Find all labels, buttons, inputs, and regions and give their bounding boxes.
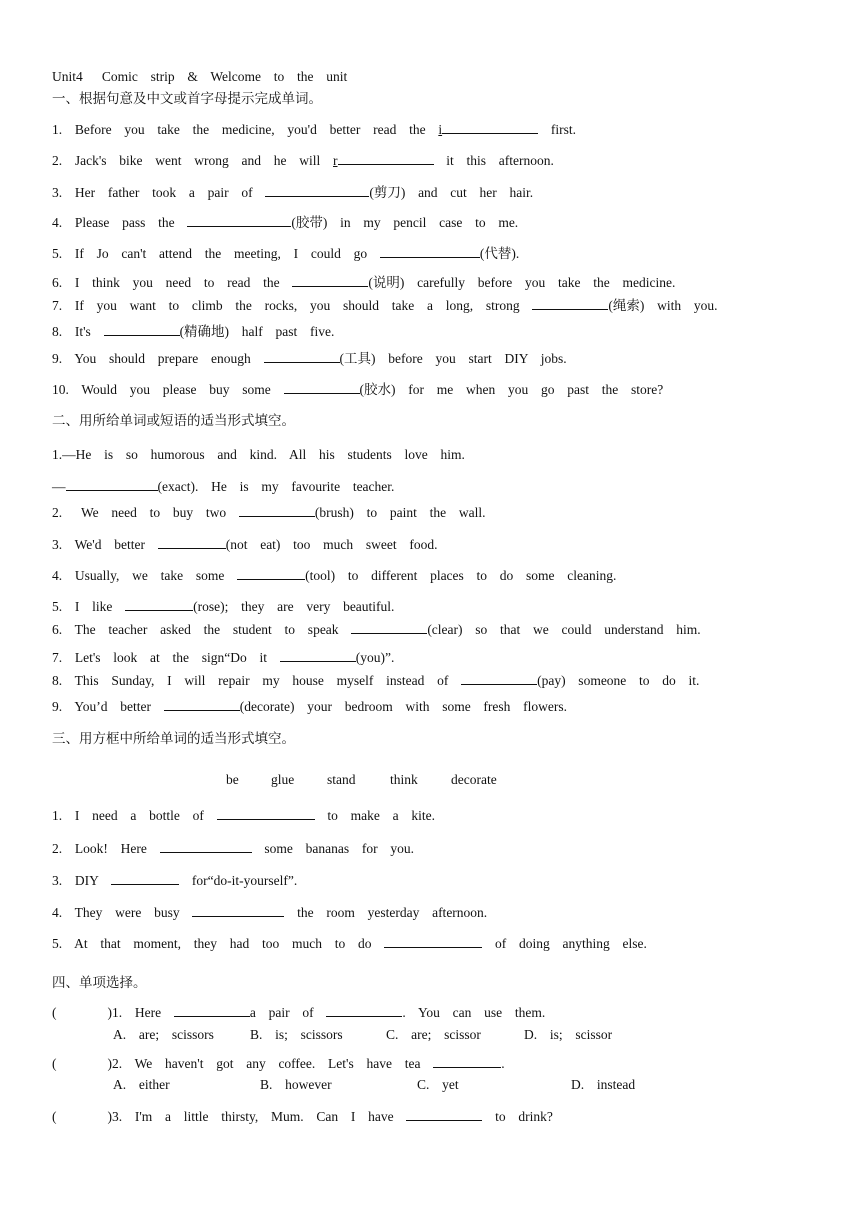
answer-blank[interactable] <box>406 1108 482 1121</box>
s2-question-1: 1.—He is so humorous and kind. All his students love him. <box>52 447 465 462</box>
s2-question-3: 3. We'd better (not eat) too much sweet food. <box>52 537 438 552</box>
answer-blank[interactable] <box>442 121 538 134</box>
s4-question-2: ( )2. We haven't got any coffee. Let's have tea . <box>52 1056 505 1071</box>
answer-blank[interactable] <box>187 214 291 227</box>
answer-blank[interactable] <box>265 184 369 197</box>
answer-blank[interactable] <box>284 381 360 394</box>
answer-blank[interactable] <box>461 672 537 685</box>
section-2-heading: 二、用所给单词或短语的适当形式填空。 <box>52 413 295 428</box>
word-box-item: stand <box>327 772 356 787</box>
word-box <box>0 772 860 788</box>
answer-blank[interactable] <box>160 840 252 853</box>
word-box-item: decorate <box>451 772 497 787</box>
answer-blank[interactable] <box>239 504 315 517</box>
word-box-item: think <box>390 772 418 787</box>
answer-blank[interactable] <box>264 350 340 363</box>
answer-blank[interactable] <box>338 152 434 165</box>
word-box-item: glue <box>271 772 295 787</box>
s1-question-7: 7. If you want to climb the rocks, you should take a long, strong (绳索) with you. <box>52 298 718 313</box>
answer-blank[interactable] <box>164 698 240 711</box>
s3-question-3: 3. DIY for“do-it-yourself”. <box>52 873 298 888</box>
section-4-heading: 四、单项选择。 <box>52 975 147 990</box>
answer-blank[interactable] <box>217 807 315 820</box>
section-1-heading: 一、根据句意及中文或首字母提示完成单词。 <box>52 91 322 106</box>
answer-blank[interactable] <box>158 536 226 549</box>
option-b[interactable]: B. however <box>260 1077 332 1092</box>
answer-blank[interactable] <box>380 245 480 258</box>
s2-question-2: 2. We need to buy two (brush) to paint the wall. <box>52 505 486 520</box>
s1-question-9: 9. You should prepare enough (工具) before you start DIY jobs. <box>52 351 567 366</box>
s1-question-5: 5. If Jo can't attend the meeting, I could go (代替). <box>52 246 520 261</box>
option-b[interactable]: B. is; scissors <box>250 1027 343 1042</box>
s2-question-4: 4. Usually, we take some (tool) to different places to do some cleaning. <box>52 568 617 583</box>
option-c[interactable]: C. yet <box>417 1077 459 1092</box>
answer-parentheses[interactable]: ( ) <box>52 1005 112 1020</box>
s3-question-5: 5. At that moment, they had too much to do of doing anything else. <box>52 936 647 951</box>
s1-question-10: 10. Would you please buy some (胶水) for me when you go past the store? <box>52 382 664 397</box>
answer-blank[interactable] <box>104 323 180 336</box>
answer-parentheses[interactable]: ( ) <box>52 1109 112 1124</box>
s3-question-1: 1. I need a bottle of to make a kite. <box>52 808 435 823</box>
answer-blank[interactable] <box>326 1004 402 1017</box>
option-a[interactable]: A. are; scissors <box>113 1027 214 1042</box>
option-d[interactable]: D. is; scissor <box>524 1027 613 1042</box>
answer-hint-letter: i <box>438 122 443 137</box>
s2-question-1-reply: — (exact). He is my favourite teacher. <box>52 479 395 494</box>
option-a[interactable]: A. either <box>113 1077 170 1092</box>
s3-question-4: 4. They were busy the room yesterday afternoon. <box>52 905 488 920</box>
s2-question-5: 5. I like (rose); they are very beautiful. <box>52 599 395 614</box>
answer-blank[interactable] <box>125 598 193 611</box>
answer-blank[interactable] <box>66 478 158 491</box>
s2-question-9: 9. You’d better (decorate) your bedroom with some fresh flowers. <box>52 699 568 714</box>
answer-blank[interactable] <box>433 1055 501 1068</box>
section-3-heading: 三、用方框中所给单词的适当形式填空。 <box>52 731 295 746</box>
answer-blank[interactable] <box>192 904 284 917</box>
answer-blank[interactable] <box>237 567 305 580</box>
answer-hint-letter: r <box>333 153 338 168</box>
s1-question-6: 6. I think you need to read the (说明) carefully before you take the medicine. <box>52 275 676 290</box>
answer-blank[interactable] <box>280 649 356 662</box>
answer-blank[interactable] <box>292 274 368 287</box>
s2-question-8: 8. This Sunday, I will repair my house myself instead of (pay) someone to do it. <box>52 673 700 688</box>
answer-parentheses[interactable]: ( ) <box>52 1056 112 1071</box>
answer-blank[interactable] <box>174 1004 250 1017</box>
s2-question-7: 7. Let's look at the sign“Do it (you)”. <box>52 650 395 665</box>
word-box-item: be <box>226 772 239 787</box>
s3-question-2: 2. Look! Here some bananas for you. <box>52 841 414 856</box>
answer-blank[interactable] <box>351 621 427 634</box>
s4-question-3: ( )3. I'm a little thirsty, Mum. Can I have to drink? <box>52 1109 553 1124</box>
s1-question-1: 1. Before you take the medicine, you'd better read the i first. <box>52 122 576 137</box>
answer-blank[interactable] <box>111 872 179 885</box>
option-c[interactable]: C. are; scissor <box>386 1027 481 1042</box>
page-title: Unit4 Comic strip & Welcome to the unit <box>52 69 348 84</box>
s1-question-2: 2. Jack's bike went wrong and he will r it this afternoon. <box>52 153 554 168</box>
answer-blank[interactable] <box>384 935 482 948</box>
answer-blank[interactable] <box>532 297 608 310</box>
s2-question-6: 6. The teacher asked the student to speak (clear) so that we could understand him. <box>52 622 701 637</box>
s4-question-1: ( )1. Here a pair of . You can use them. <box>52 1005 546 1020</box>
option-d[interactable]: D. instead <box>571 1077 636 1092</box>
s1-question-8: 8. It's (精确地) half past five. <box>52 324 335 339</box>
s1-question-3: 3. Her father took a pair of (剪刀) and cut her hair. <box>52 185 534 200</box>
s1-question-4: 4. Please pass the (胶带) in my pencil case to me. <box>52 215 519 230</box>
